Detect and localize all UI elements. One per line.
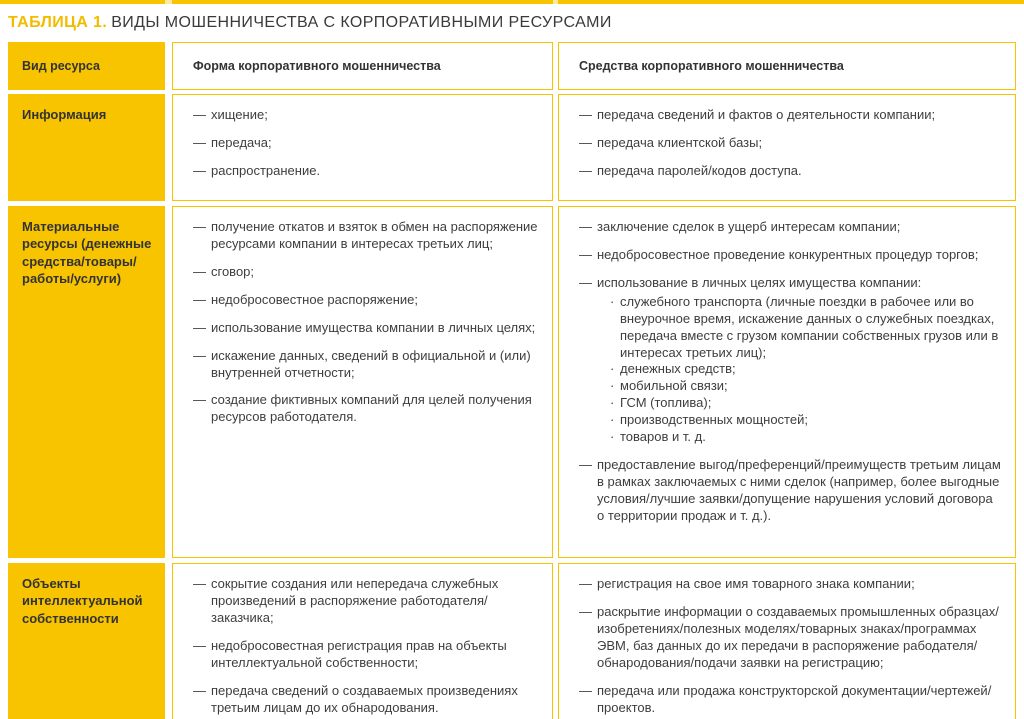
means-subitem — [610, 361, 1001, 378]
form-item-text: распространение. — [211, 162, 321, 178]
table-row — [8, 206, 1016, 558]
dash-marker: — — [193, 576, 206, 592]
form-item-text: передача; — [211, 135, 272, 151]
means-item — [579, 219, 1001, 236]
means-item — [579, 247, 1001, 264]
dot-marker: · — [610, 428, 615, 444]
dash-marker: — — [579, 135, 592, 151]
form-item — [193, 348, 538, 382]
dash-marker: — — [579, 162, 592, 178]
form-item-text: хищение; — [211, 107, 268, 123]
means-item — [579, 457, 1001, 525]
fraud-types-table — [8, 42, 1016, 719]
form-item — [193, 292, 538, 309]
table-number-label: ТАБЛИЦА 1. — [8, 14, 108, 31]
dash-marker: — — [193, 291, 206, 307]
dash-marker: — — [579, 576, 592, 592]
top-rule-segment — [0, 0, 165, 4]
table-title-text: ВИДЫ МОШЕННИЧЕСТВА С КОРПОРАТИВНЫМИ РЕСУРСАМИ — [111, 14, 612, 31]
dash-marker: — — [193, 682, 206, 698]
means-item — [579, 163, 1001, 180]
form-item-text: сговор; — [211, 263, 255, 279]
header-resource-type: Вид ресурса — [8, 42, 165, 90]
form-item — [193, 107, 538, 124]
means-item — [579, 604, 1001, 672]
means-item-text: предоставление выгод/преференций/преимуществ третьим лицам в рамках заключаемых с ними сделок (например, более выгодные условия/лучшие заявки/допущение нарушения условий договора о территории продаж и т. д.). — [597, 456, 1001, 523]
dot-marker: · — [610, 361, 615, 377]
form-item — [193, 638, 538, 672]
page-title — [8, 13, 1016, 32]
means-subitem-text: товаров и т. д. — [620, 428, 706, 444]
means-item-text: регистрация на свое имя товарного знака компании; — [597, 576, 915, 592]
resource-type-cell: Информация — [8, 94, 165, 201]
form-item-text: сокрытие создания или непередача служебных произведений в распоряжение работодателя/заказчика; — [211, 576, 499, 625]
table-row — [8, 563, 1016, 719]
means-item-text: передача сведений и фактов о деятельности компании; — [597, 107, 936, 123]
form-item-text: использование имущества компании в личных целях; — [211, 319, 536, 335]
dash-marker: — — [193, 347, 206, 363]
form-item-text: создание фиктивных компаний для целей получения ресурсов работодателя. — [211, 392, 532, 425]
dash-marker: — — [579, 219, 592, 235]
means-item-text: использование в личных целях имущества компании: — [597, 274, 922, 290]
dash-marker: — — [193, 107, 206, 123]
table-header-row — [8, 42, 1016, 90]
dash-marker: — — [579, 604, 592, 620]
means-subitem-text: мобильной связи; — [620, 378, 728, 394]
form-item-text: передача сведений о создаваемых произведениях третьим лицам до их обнародования. — [211, 682, 518, 715]
fraud-means-cell — [558, 563, 1016, 719]
fraud-means-cell — [558, 206, 1016, 558]
fraud-forms-cell — [172, 94, 553, 201]
form-item-text: искажение данных, сведений в официальной и (или) внутренней отчетности; — [211, 347, 531, 380]
form-item-text: недобросовестное распоряжение; — [211, 291, 418, 307]
fraud-forms-cell — [172, 563, 553, 719]
form-item — [193, 264, 538, 281]
means-item — [579, 135, 1001, 152]
dash-marker: — — [579, 274, 592, 290]
form-item-text: получение откатов и взяток в обмен на распоряжение ресурсами компании в интересах третьих лиц; — [211, 219, 538, 252]
means-item — [579, 275, 1001, 446]
fraud-means-cell — [558, 94, 1016, 201]
means-item-text: раскрытие информации о создаваемых промышленных образцах/изобретениях/полезных моделях/товарных знаках/программах ЭВМ, баз данных до их передачи в распоряжение рабодателя/обнародования/подачи заявки на регистрацию; — [597, 604, 999, 670]
header-fraud-form: Форма корпоративного мошенничества — [172, 42, 553, 90]
means-item-text: заключение сделок в ущерб интересам компании; — [597, 219, 901, 235]
dash-marker: — — [193, 392, 206, 408]
fraud-forms-cell — [172, 206, 553, 558]
table-row — [8, 94, 1016, 201]
means-subitem-text: служебного транспорта (личные поездки в рабочее или во внеурочное время, искажение данных о служебных поездках, передача вместе с грузом компании собственных грузов или в интересах третьих лиц); — [620, 293, 999, 360]
dash-marker: — — [579, 682, 592, 698]
table-body — [8, 94, 1016, 719]
dash-marker: — — [579, 456, 592, 472]
form-item — [193, 683, 538, 717]
form-item — [193, 392, 538, 426]
dash-marker: — — [193, 319, 206, 335]
means-item-text: передача или продажа конструкторской документации/чертежей/проектов. — [597, 682, 992, 715]
means-subitem-text: ГСМ (топлива); — [620, 395, 712, 411]
dash-marker: — — [193, 162, 206, 178]
resource-type-cell: Объекты интеллектуальной собственности — [8, 563, 165, 719]
means-subitem-text: денежных средств; — [620, 361, 736, 377]
dash-marker: — — [579, 247, 592, 263]
form-item — [193, 320, 538, 337]
means-item-text: недобросовестное проведение конкурентных процедур торгов; — [597, 247, 979, 263]
means-subitem-text: производственных мощностей; — [620, 412, 808, 428]
means-item — [579, 576, 1001, 593]
form-item — [193, 163, 538, 180]
means-item — [579, 683, 1001, 717]
form-item — [193, 135, 538, 152]
dot-marker: · — [610, 293, 615, 309]
means-subitem — [610, 294, 1001, 362]
dot-marker: · — [610, 395, 615, 411]
means-item — [579, 107, 1001, 124]
top-rule — [0, 0, 1024, 4]
form-item — [193, 219, 538, 253]
means-sublist — [597, 294, 1001, 446]
dash-marker: — — [193, 219, 206, 235]
form-item — [193, 576, 538, 627]
means-item-text: передача паролей/кодов доступа. — [597, 162, 802, 178]
means-subitem — [610, 378, 1001, 395]
resource-type-cell: Материальные ресурсы (денежные средства/товары/работы/услуги) — [8, 206, 165, 558]
means-subitem — [610, 395, 1001, 412]
means-item-text: передача клиентской базы; — [597, 135, 763, 151]
dot-marker: · — [610, 412, 615, 428]
form-item-text: недобросовестная регистрация прав на объекты интеллектуальной собственности; — [211, 637, 507, 670]
top-rule-gap — [165, 0, 172, 4]
dash-marker: — — [193, 637, 206, 653]
dash-marker: — — [193, 135, 206, 151]
header-fraud-means: Средства корпоративного мошенничества — [558, 42, 1016, 90]
means-subitem — [610, 412, 1001, 429]
top-rule-segment — [558, 0, 1024, 4]
top-rule-segment — [172, 0, 553, 4]
dash-marker: — — [579, 107, 592, 123]
dash-marker: — — [193, 263, 206, 279]
means-subitem — [610, 429, 1001, 446]
dot-marker: · — [610, 378, 615, 394]
